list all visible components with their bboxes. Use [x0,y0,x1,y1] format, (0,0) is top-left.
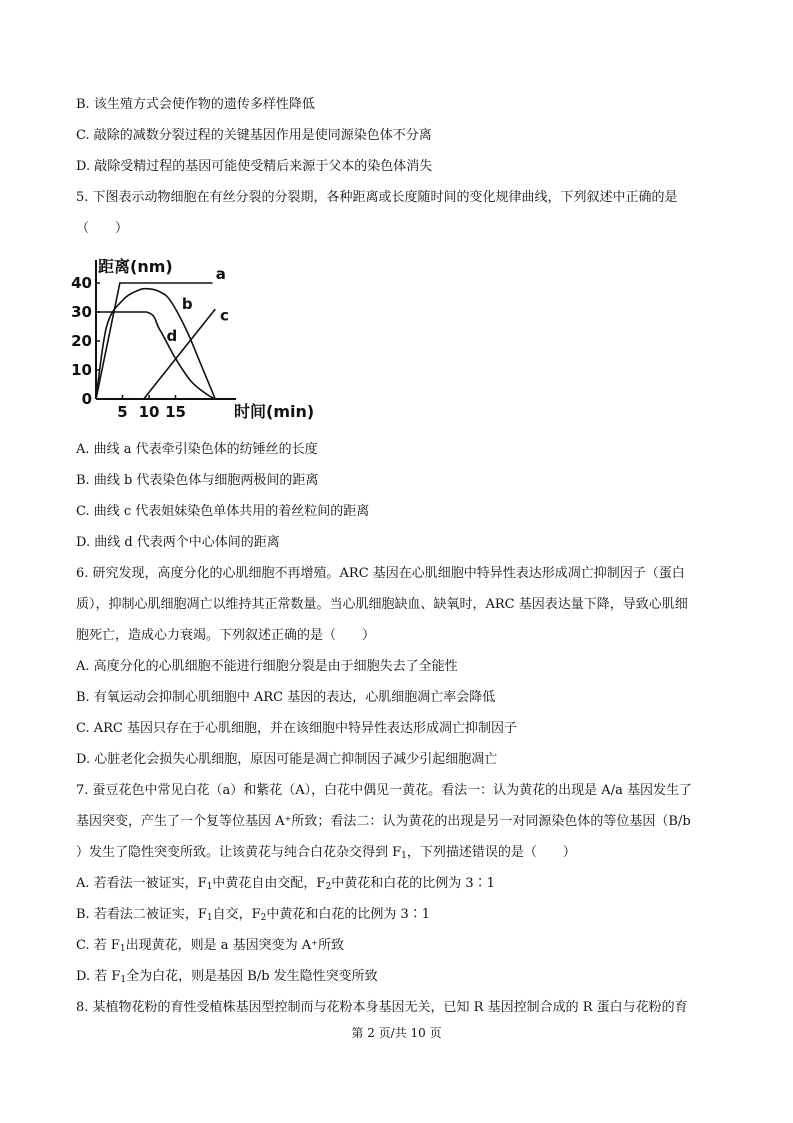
q6-stem-line1: 6. 研究发现，高度分化的心肌细胞不再增殖。ARC 基因在心肌细胞中特异性表达形成凋亡抑制因子（蛋白 [76,566,685,581]
q7-option-a: A. 若看法一被证实，$F_1$中黄花自由交配，$F_2$中黄花和白花的比例为 3∶1 [76,876,495,892]
q7-option-b: B. 若看法二被证实，$F_1$自交，$F_2$中黄花和白花的比例为 3∶1 [76,907,431,923]
q6-option-b: B. 有氧运动会抑制心肌细胞中 ARC 基因的表达，心肌细胞凋亡率会降低 [76,690,496,705]
y-axis-label: 距离(nm) [98,257,173,276]
y-tick-label: 20 [71,332,92,350]
y-tick-label: 30 [71,303,92,321]
q5-bracket: （ ） [76,221,129,236]
series-c-line [144,309,216,399]
q7-stem-line2: 基因突变，产生了一个复等位基因 A⁺所致；看法二：认为黄花的出现是另一对同源染色体的等位基因（B/b [76,814,691,829]
q5-option-c: C. 曲线 c 代表姐妹染色单体共用的着丝粒间的距离 [76,504,370,519]
q6-stem-line2: 质），抑制心肌细胞凋亡以维持其正常数量。当心肌细胞缺血、缺氧时，ARC 基因表达量下降，导致心肌细 [76,597,688,612]
q5-option-d: D. 曲线 d 代表两个中心体间的距离 [76,535,280,550]
x-tick-label: 5 [117,403,128,421]
distance-time-chart [71,252,332,424]
y-tick-label: 40 [71,274,92,292]
q6-stem-line3: 胞死亡，造成心力衰竭。下列叙述正确的是（ ） [76,628,376,643]
q5-option-a: A. 曲线 a 代表牵引染色体的纺锤丝的长度 [76,442,318,457]
q5-stem: 5. 下图表示动物细胞在有丝分裂的分裂期，各种距离或长度随时间的变化规律曲线，下列叙述中正确的是 [76,190,678,205]
page-footer: 第 2 页/共 10 页 [351,1026,442,1040]
q5-option-b: B. 曲线 b 代表染色体与细胞两极间的距离 [76,473,319,488]
q6-option-d: D. 心脏老化会损失心肌细胞，原因可能是凋亡抑制因子减少引起细胞凋亡 [76,752,498,767]
chart-labels [98,257,314,421]
q6-option-a: A. 高度分化的心肌细胞不能进行细胞分裂是由于细胞失去了全能性 [76,659,458,674]
series-b-line [96,289,215,399]
series-c-label: c [220,306,229,325]
q7-stem-line1: 7. 蚕豆花色中常见白花（a）和紫花（A），白花中偶见一黄花。看法一：认为黄花的出现是 A/a 基因发生了 [76,783,692,798]
chart-series [96,283,215,399]
q7-stem-line3: ）发生了隐性突变所致。让该黄花与纯合白花杂交得到 $F_1$，下列描述错误的是（ ） [76,845,576,861]
option-c-prev: C. 敲除的减数分裂过程的关键基因作用是使同源染色体不分离 [76,128,432,143]
q6-option-c: C. ARC 基因只存在于心肌细胞，并在该细胞中特异性表达形成凋亡抑制因子 [76,721,518,736]
series-a-line [96,283,213,399]
x-tick-label: 10 [138,403,160,421]
option-b-prev: B. 该生殖方式会使作物的遗传多样性降低 [76,97,315,112]
y-tick-label: 10 [71,361,92,379]
y-tick-label: 0 [81,390,92,408]
q7-option-d: D. 若 $F_1$全为白花，则是基因 B/b 发生隐性突变所致 [76,969,378,985]
x-axis-label: 时间(min) [234,402,315,421]
series-a-label: a [215,265,226,283]
option-d-prev: D. 敲除受精过程的基因可能使受精后来源于父本的染色体消失 [76,159,433,174]
x-tick-label: 15 [165,403,186,421]
series-d-label: d [166,327,178,345]
series-b-label: b [181,295,193,314]
q8-stem-line1: 8. 某植物花粉的育性受植株基因型控制而与花粉本身基因无关，已知 R 基因控制合成的 R 蛋白与花粉的育 [76,1000,688,1015]
q7-option-c: C. 若 $F_1$出现黄花，则是 a 基因突变为 A⁺所致 [76,938,345,954]
